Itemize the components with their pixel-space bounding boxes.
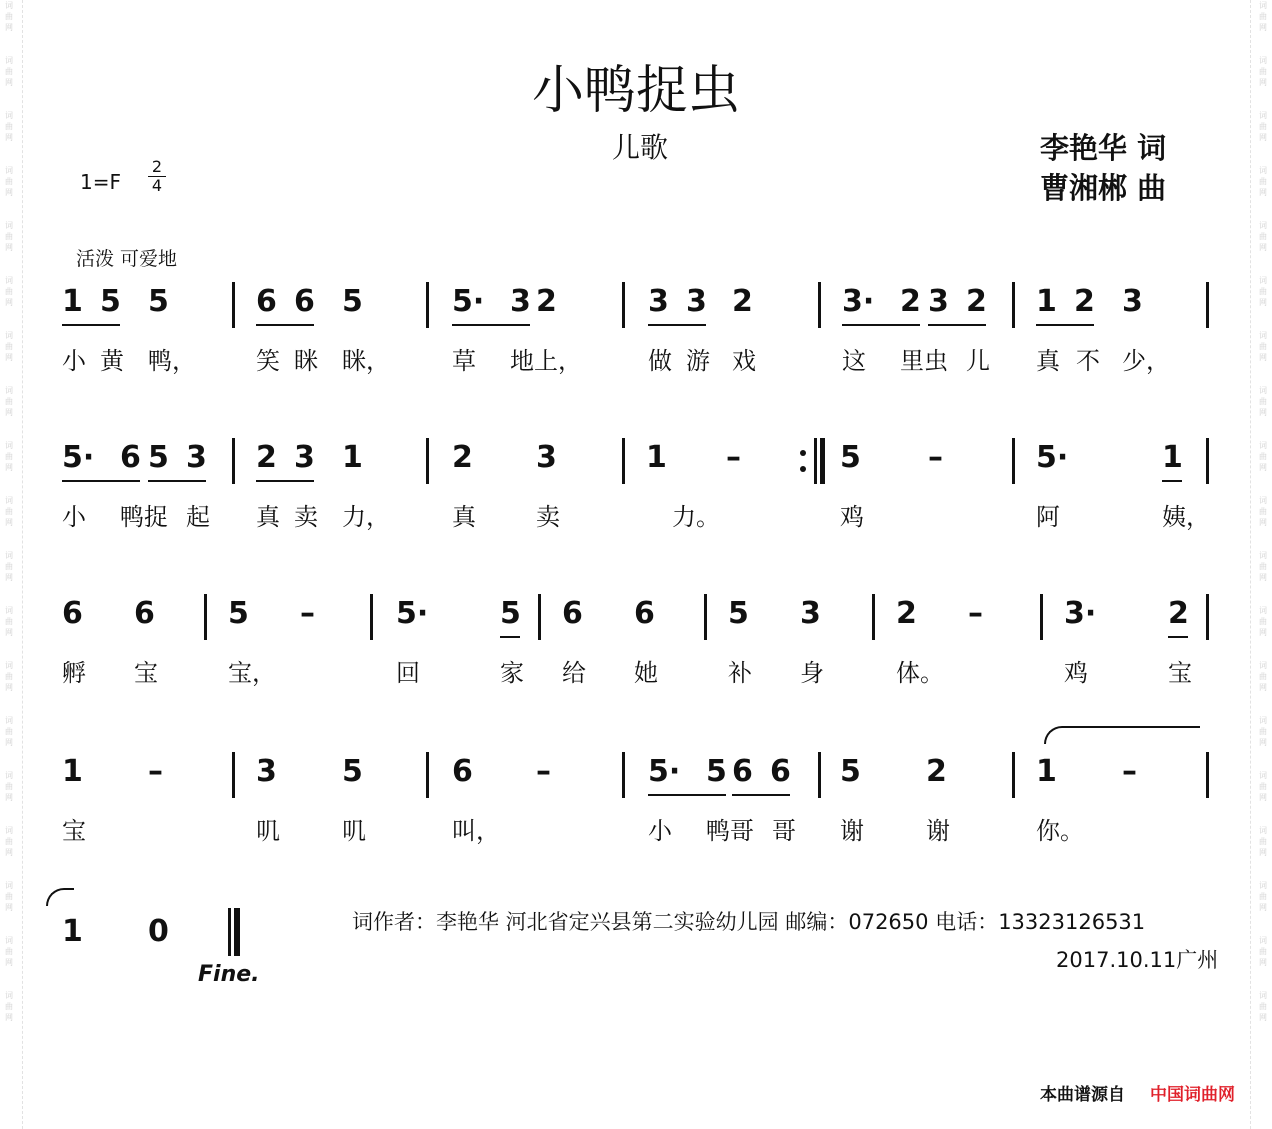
note: – (148, 754, 163, 789)
duration-underline (706, 794, 726, 796)
staff-row (0, 282, 1272, 375)
lyric: 地上， (510, 347, 582, 375)
note: 3 (510, 284, 531, 319)
duration-underline (1162, 480, 1182, 482)
note: 1 (646, 440, 667, 475)
lyric: 叽 (342, 817, 366, 845)
staff-row (0, 594, 1272, 687)
note: 2 (900, 284, 921, 319)
lyric: 补 (728, 659, 752, 687)
lyric: 里虫 (900, 347, 948, 375)
duration-underline (62, 324, 120, 326)
note: 5 (500, 596, 521, 631)
lyric: 鸡 (1064, 659, 1088, 687)
duration-underline (120, 480, 140, 482)
note: – (968, 596, 983, 631)
lyric: 真 (452, 503, 476, 531)
note: 6 (732, 754, 753, 789)
barline (232, 282, 235, 328)
note: 2 (896, 596, 917, 631)
source-site-link[interactable]: 中国词曲网 (1150, 1085, 1235, 1105)
barline (818, 752, 821, 798)
staff-row (0, 752, 1272, 845)
lyric: 戏 (732, 347, 756, 375)
note: 5 (148, 440, 169, 475)
barline (232, 752, 235, 798)
lyric: 哥 (772, 817, 796, 845)
note: 3 (536, 440, 557, 475)
barline (818, 282, 821, 328)
note: – (1122, 754, 1137, 789)
note: 5· (648, 754, 681, 789)
note: – (536, 754, 551, 789)
barline (426, 282, 429, 328)
lyric: 鸡 (840, 503, 864, 531)
note: 1 (1036, 754, 1057, 789)
repeat-thick-line (820, 438, 825, 484)
watermark-right: 词 曲 网 词 曲 网 词 曲 网 词 曲 网 词 曲 网 词 曲 网 词 曲 网 词 曲 网 词 曲 网 词 曲 网 词 曲 网 词 曲 网 词 曲 网 词 曲 网 词 曲 网 词 曲 网 词 曲 网 词 曲 网 词 曲 网 (1259, 1, 1267, 1022)
note: 5 (728, 596, 749, 631)
lyric: 真 (256, 503, 280, 531)
lyric: 卖 (536, 503, 560, 531)
note: 1 (62, 284, 83, 319)
date-place: 2017.10.11广州 (1056, 948, 1219, 972)
note: 3 (294, 440, 315, 475)
note: 0 (148, 914, 169, 949)
barline (204, 594, 207, 640)
duration-underline (900, 324, 920, 326)
barline (370, 594, 373, 640)
note: 2 (1074, 284, 1095, 319)
duration-underline (148, 480, 206, 482)
lyric: 卖 (294, 503, 318, 531)
tie-slur (46, 888, 74, 906)
note: 2 (926, 754, 947, 789)
note: 1 (342, 440, 363, 475)
lyric: 起 (186, 503, 210, 531)
lyric: 谢 (840, 817, 864, 845)
lyric: 宝 (134, 659, 158, 687)
note: 3 (928, 284, 949, 319)
barline (622, 752, 625, 798)
note: 5· (1036, 440, 1069, 475)
repeat-thin-line (814, 438, 817, 484)
lyric: 游 (686, 347, 710, 375)
barline (1206, 594, 1209, 640)
note: 5 (342, 754, 363, 789)
note: 5 (148, 284, 169, 319)
note: 1 (1162, 440, 1183, 475)
duration-underline (1036, 324, 1094, 326)
song-genre: 儿歌 (612, 131, 669, 164)
lyric: 鸭， (148, 347, 196, 375)
note: 3 (800, 596, 821, 631)
lyricist-credit: 李艳华 词 (1040, 131, 1167, 165)
note: 3· (1064, 596, 1097, 631)
lyric: 阿 (1036, 503, 1060, 531)
duration-underline (256, 324, 314, 326)
note: 3 (1122, 284, 1143, 319)
lyric: 叫， (452, 817, 500, 845)
lyric: 回 (396, 659, 420, 687)
tempo-marking: 活泼 可爱地 (76, 248, 178, 270)
note: 6 (452, 754, 473, 789)
note: 6 (62, 596, 83, 631)
note: 5 (840, 754, 861, 789)
lyric: 谢 (926, 817, 950, 845)
note: 5 (342, 284, 363, 319)
lyric: 家 (500, 659, 524, 687)
barline (622, 282, 625, 328)
lyric: 小 (648, 817, 672, 845)
lyric: 她 (634, 659, 658, 687)
note: 3 (686, 284, 707, 319)
barline (232, 438, 235, 484)
lyric: 你。 (1036, 817, 1084, 845)
barline (704, 594, 707, 640)
watermark-left: 词 曲 网 词 曲 网 词 曲 网 词 曲 网 词 曲 网 词 曲 网 词 曲 网 词 曲 网 词 曲 网 词 曲 网 词 曲 网 词 曲 网 词 曲 网 词 曲 网 词 曲 网 词 曲 网 词 曲 网 词 曲 网 词 曲 网 (5, 1, 13, 1022)
lyric: 真 (1036, 347, 1060, 375)
note: 5 (228, 596, 249, 631)
song-title: 小鸭捉虫 (531, 61, 740, 121)
note: 3· (842, 284, 875, 319)
note: 6 (634, 596, 655, 631)
barline (1206, 282, 1209, 328)
note: 5 (840, 440, 861, 475)
final-barline-thin (228, 908, 231, 956)
barline (1012, 282, 1015, 328)
lyric: 体。 (896, 659, 944, 687)
final-barline-thick (234, 908, 240, 956)
duration-underline (732, 794, 790, 796)
lyric: 鸭捉 (120, 503, 168, 531)
lyric: 姨， (1162, 503, 1210, 531)
lyric: 鸭哥 (706, 817, 754, 845)
lyric: 宝 (1168, 659, 1192, 687)
note: 2 (966, 284, 987, 319)
lyric: 不 (1076, 347, 1100, 375)
time-signature (148, 158, 166, 195)
note: 5 (100, 284, 121, 319)
lyric: 叽 (256, 817, 280, 845)
barline (1040, 594, 1043, 640)
note: 6 (256, 284, 277, 319)
lyric: 笑 (256, 347, 280, 375)
barline (622, 438, 625, 484)
lyric: 力， (342, 503, 390, 531)
lyric: 这 (842, 347, 866, 375)
repeat-dot (800, 450, 806, 456)
note: – (928, 440, 943, 475)
lyric: 儿 (966, 347, 990, 375)
meter-bottom: 4 (151, 176, 163, 195)
repeat-dot (800, 466, 806, 472)
lyric: 小 (62, 503, 86, 531)
staff-row (0, 438, 1272, 531)
note: 3 (648, 284, 669, 319)
lyric: 力。 (672, 503, 720, 531)
note: 1 (62, 914, 83, 949)
note: 6 (134, 596, 155, 631)
lyric: 身 (800, 659, 824, 687)
barline (1206, 438, 1209, 484)
source-label: 本曲谱源自 (1040, 1085, 1125, 1105)
barline (426, 752, 429, 798)
lyric: 孵 (62, 659, 86, 687)
duration-underline (510, 324, 530, 326)
tie-slur (1044, 726, 1200, 744)
note: 5· (452, 284, 485, 319)
barline (426, 438, 429, 484)
note: 1 (62, 754, 83, 789)
composer-credit: 曹湘郴 曲 (1040, 171, 1167, 205)
note: 6 (562, 596, 583, 631)
barline (1012, 438, 1015, 484)
duration-underline (648, 324, 706, 326)
lyric: 小 (62, 347, 86, 375)
lyric: 眯 (294, 347, 318, 375)
barline (1012, 752, 1015, 798)
duration-underline (1168, 636, 1188, 638)
barline (872, 594, 875, 640)
note: 3 (186, 440, 207, 475)
duration-underline (500, 636, 520, 638)
duration-underline (256, 480, 314, 482)
lyric: 眯， (342, 347, 390, 375)
note: 5· (396, 596, 429, 631)
note: 3 (256, 754, 277, 789)
note: – (300, 596, 315, 631)
note: 2 (256, 440, 277, 475)
note: – (726, 440, 741, 475)
note: 2 (536, 284, 557, 319)
barline (538, 594, 541, 640)
lyric: 宝 (62, 817, 86, 845)
fine-marking: Fine. (198, 962, 260, 987)
note: 6 (770, 754, 791, 789)
note: 6 (294, 284, 315, 319)
barline (1206, 752, 1209, 798)
note: 5 (706, 754, 727, 789)
note: 5· (62, 440, 95, 475)
duration-underline (928, 324, 986, 326)
lyric: 草 (452, 347, 476, 375)
lyric: 给 (562, 659, 586, 687)
note: 1 (1036, 284, 1057, 319)
lyric: 宝， (228, 659, 276, 687)
key-signature: 1=F (80, 170, 121, 194)
lyric: 做 (648, 347, 672, 375)
note: 2 (452, 440, 473, 475)
note: 6 (120, 440, 141, 475)
meter-top: 2 (148, 158, 166, 177)
contact-line: 词作者：李艳华 河北省定兴县第二实验幼儿园 邮编：072650 电话：13323126531 (352, 910, 1146, 934)
note: 2 (1168, 596, 1189, 631)
note: 2 (732, 284, 753, 319)
lyric: 黄 (100, 347, 124, 375)
lyric: 少， (1122, 347, 1170, 375)
